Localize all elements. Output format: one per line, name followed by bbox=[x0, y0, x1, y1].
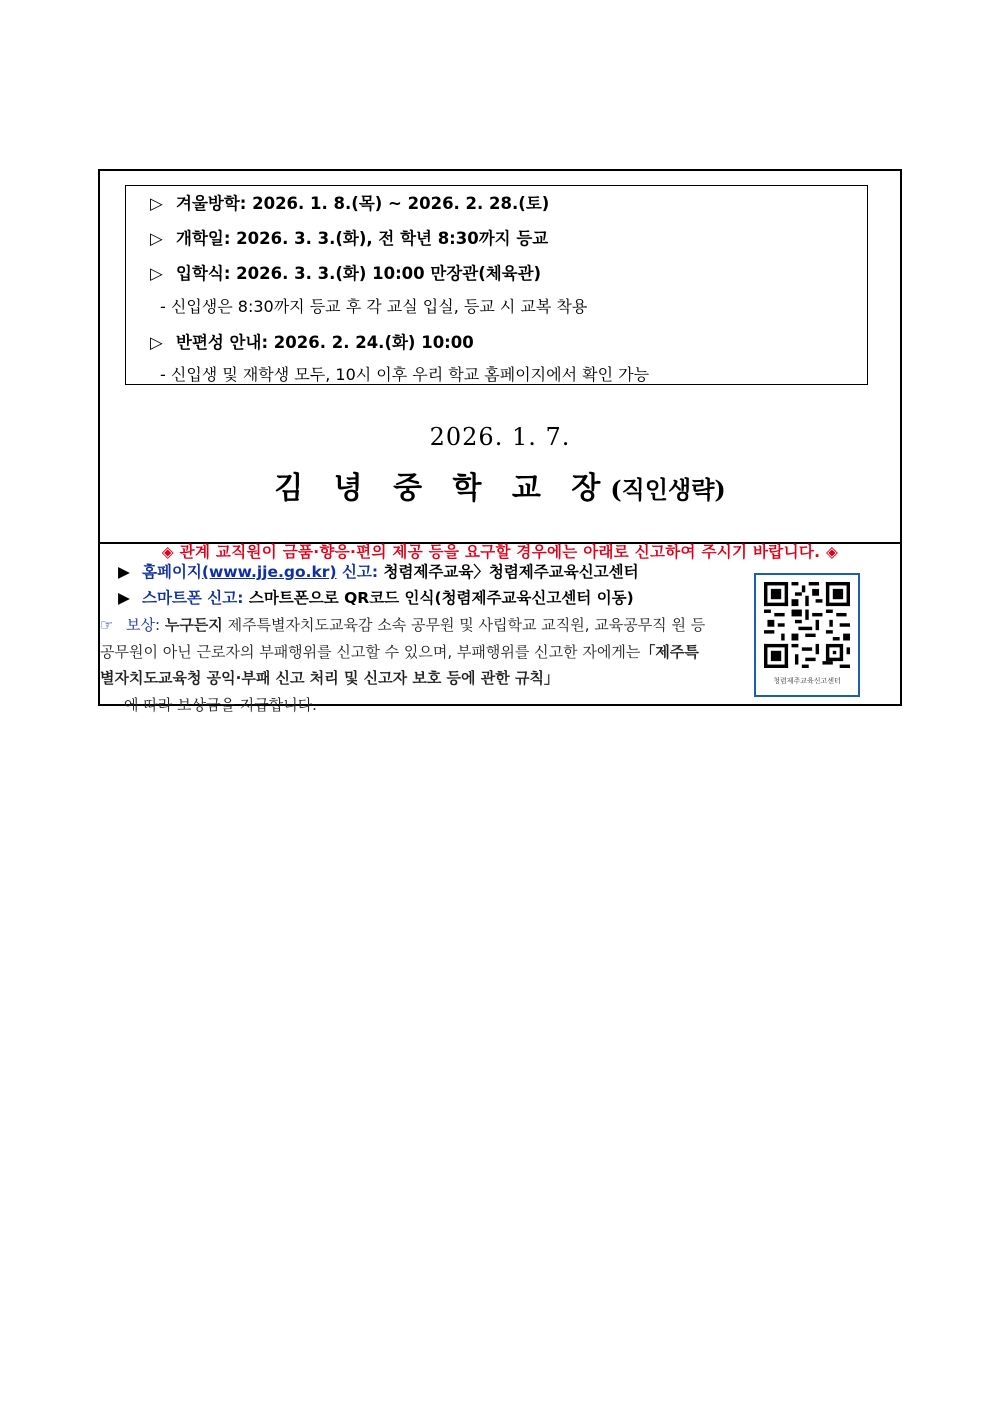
reward-anyone: 누구든지 bbox=[164, 616, 223, 634]
qr-caption: 청렴제주교육신고센터 bbox=[773, 677, 841, 685]
reward-label: 보상: bbox=[126, 616, 161, 634]
entrance-ceremony-row bbox=[150, 260, 541, 284]
homepage-label: 홈페이지 bbox=[142, 563, 202, 581]
qr-code-icon bbox=[764, 582, 850, 668]
class-note: - 신입생 및 재학생 모두, 10시 이후 우리 학교 홈페이지에서 확인 가능 bbox=[160, 365, 650, 384]
homepage-link[interactable]: (www.jje.go.kr) bbox=[201, 563, 337, 581]
reward-paragraph bbox=[100, 612, 712, 718]
opening-day-row bbox=[150, 225, 548, 249]
qr-code[interactable] bbox=[754, 573, 860, 697]
class-assignment-value: 2026. 2. 24.(화) 10:00 bbox=[273, 333, 474, 352]
triangle-icon: ▷ bbox=[150, 264, 163, 283]
opening-day-value: 2026. 3. 3.(화), 전 학년 8:30까지 등교 bbox=[236, 229, 549, 248]
winter-break-value: 2026. 1. 8.(목) ~ 2026. 2. 28.(토) bbox=[252, 194, 550, 213]
opening-day-label: 개학일: bbox=[176, 229, 231, 248]
report-warning: ◈ 관계 교직원이 금품·향응·편의 제공 등을 요구할 경우에는 아래로 신고하여 주시기 바랍니다. ◈ bbox=[161, 543, 839, 561]
entrance-ceremony-value: 2026. 3. 3.(화) 10:00 만장관(체육관) bbox=[236, 264, 542, 283]
notice-frame bbox=[98, 169, 902, 714]
signer-name: 김 녕 중 학 교 장 bbox=[274, 471, 611, 506]
arrow-bullet-icon: ▶ bbox=[118, 589, 130, 607]
homepage-report-row bbox=[118, 560, 639, 582]
arrow-bullet-icon: ▶ bbox=[118, 563, 130, 581]
pointing-hand-icon: ☞ bbox=[100, 616, 114, 634]
triangle-icon: ▷ bbox=[150, 194, 163, 213]
homepage-suffix: 신고: bbox=[341, 563, 379, 581]
triangle-icon: ▷ bbox=[150, 229, 163, 248]
winter-break-row bbox=[150, 190, 549, 214]
issue-date: 2026. 1. 7. bbox=[429, 423, 571, 451]
triangle-icon: ▷ bbox=[150, 333, 163, 352]
smartphone-label: 스마트폰 신고: bbox=[142, 589, 244, 607]
schedule-box bbox=[125, 185, 868, 385]
reward-regulation: 「제주특별자치도교육청 공익·부패 신고 처리 및 신고자 보호 등에 관한 규칙」 bbox=[100, 642, 699, 687]
entrance-ceremony-label: 입학식: bbox=[176, 264, 231, 283]
signer bbox=[100, 463, 900, 507]
class-assignment-label: 반편성 안내: bbox=[176, 333, 269, 352]
class-assignment-row bbox=[150, 329, 474, 353]
reward-body: 제주특별자치도교육감 소속 공무원 및 사립학교 교직원, 교육공무직 원 등 공무원이 아닌 근로자의 부패행위를 신고할 수 있으며, 부패행위를 신고한 자에게는 bbox=[100, 616, 706, 661]
entrance-note: - 신입생은 8:30까지 등교 후 각 교실 입실, 등교 시 교복 착용 bbox=[160, 297, 588, 316]
reward-ending: 에 따라 보상금을 지급합니다. bbox=[124, 695, 317, 714]
smartphone-report-row bbox=[118, 586, 634, 608]
winter-break-label: 겨울방학: bbox=[176, 194, 247, 213]
homepage-path: 청렴제주교육〉청렴제주교육신고센터 bbox=[383, 563, 639, 581]
smartphone-instruction: 스마트폰으로 QR코드 인식(청렴제주교육신고센터 이동) bbox=[248, 589, 634, 607]
seal-note: (직인생략) bbox=[610, 475, 726, 504]
